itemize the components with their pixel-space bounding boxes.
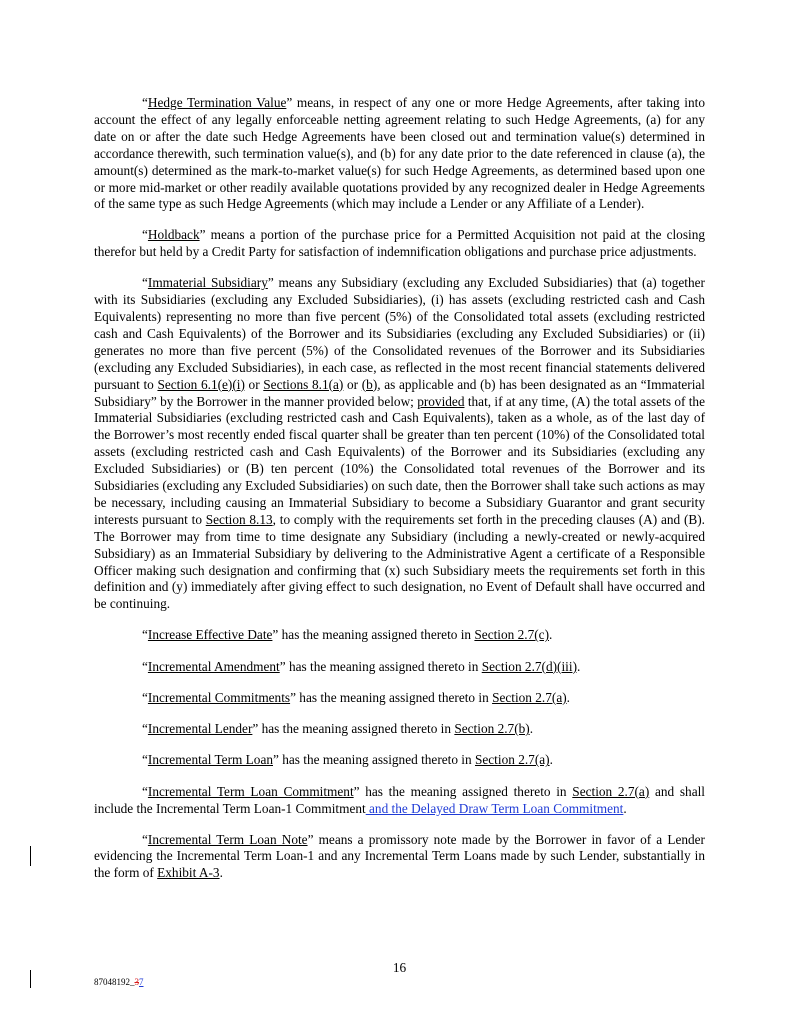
section-reference: Section 2.7(c) <box>474 627 549 643</box>
definition-incremental-lender: “Incremental Lender” has the meaning assigned thereto in Section 2.7(b). <box>142 721 534 737</box>
document-body <box>94 95 705 896</box>
defined-term: Incremental Term Loan <box>147 752 273 768</box>
section-reference: Section 2.7(a) <box>492 689 567 705</box>
definition-text: ” has the meaning assigned thereto in <box>290 689 493 705</box>
defined-term: Incremental Commitments <box>147 689 291 705</box>
definition-text: ” has the meaning assigned thereto in <box>272 627 475 643</box>
definition-text: that, if at any time, (A) the total assets of the Immaterial Subsidiaries (excluding restricted cash and Cash Equivalents), taken as a whole, as of the last day of the Borrower’s most recently ended fiscal quarter shall be greater than ten percent (10%) of the Consolidated total assets (excluding restricted cash and Cash Equivalents) of the Borrower and its Subsidiaries (excluding any Excluded Subsidiaries) or (B) ten percent (10%) the Consolidated total revenues of the Borrower and its Subsidiaries (excluding any Excluded Subsidiaries) on such date, then the Borrower shall take such actions as may be necessary, including causing an Immaterial Subsidiary to become a Subsidiary Guarantor and grant security interests pursuant to <box>94 393 705 527</box>
defined-term: Incremental Term Loan Note <box>147 831 308 847</box>
section-reference: Sections 8.1(a) <box>263 376 344 392</box>
section-reference: Section 2.7(a) <box>572 783 650 799</box>
definition-text: . <box>623 800 627 816</box>
document-id <box>94 977 144 987</box>
section-reference: Section 2.7(a) <box>474 752 550 768</box>
inserted-version: 7 <box>139 977 144 987</box>
definition-incremental-term-loan-note: “Incremental Term Loan Note” means a promissory note made by the Borrower in favor of a Lender evidencing the Incremental Term Loan-1 and any Incremental Term Loans made by such Lender, substantially in the form of Exhibit A-3. <box>94 831 705 881</box>
definition-text: ” means any Subsidiary (excluding any Excluded Subsidiaries) that (a) together with its Subsidiaries (excluding any Excluded Subsidiaries), (i) has assets (excluding restricted cash and Cash Equivalents) representing no more than five percent (5%) of the Consolidated total assets (excluding restricted cash and Cash Equivalents) of the Borrower and its Subsidiaries (excluding any Excluded Subsidiaries) or (ii) generates no more than five percent (5%) of the Consolidated revenues of the Borrower and its Subsidiaries (excluding any Excluded Subsidiaries), in each case, as reflected in the most recent financial statements delivered pursuant to <box>94 275 705 392</box>
section-reference: (b) <box>361 376 378 392</box>
definition-text: or <box>244 376 264 392</box>
definition-text: or <box>343 376 362 392</box>
definition-incremental-term-loan-commitment: “Incremental Term Loan Commitment” has the meaning assigned thereto in Section 2.7(a) and shall include the Incremental Term Loan-1 Commitment and the Delayed Draw Term Loan Commitment. <box>94 783 705 816</box>
definition-text: ” means a promissory note made by the Borrower in favor of a Lender evidencing the Incremental Term Loan-1 and any Incremental Term Loans made by such Lender, substantially in the form of <box>94 831 705 881</box>
definition-text: . <box>219 865 223 881</box>
doc-id-number: 87048192_ <box>94 977 135 987</box>
definition-text: and shall include the Incremental Term Loan-1 Commitment <box>94 783 705 816</box>
section-reference: Section 2.7(b) <box>454 721 530 737</box>
definition-incremental-commitments: “Incremental Commitments” has the meaning assigned thereto in Section 2.7(a). <box>142 689 570 705</box>
proviso: provided <box>417 393 465 409</box>
definition-text: , as applicable and (b) has been designated as an “Immaterial Subsidiary” by the Borrower in the manner provided below; <box>94 376 706 409</box>
inserted-text: and the Delayed Draw Term Loan Commitment <box>365 800 624 816</box>
deleted-version: 3 <box>134 977 139 987</box>
definition-hedge-termination-value: “Hedge Termination Value” means, in respect of any one or more Hedge Agreements, after taking into account the effect of any legally enforceable netting agreement relating to such Hedge Agreements, (a) for any date on or after the date such Hedge Agreements have been closed out and termination value(s) determined in accordance therewith, such termination value(s), and (b) for any date prior to the date referenced in clause (a), the amount(s) determined as the mark-to-market value(s) for such Hedge Agreements, as determined based upon one or more mid-market or other readily available quotations provided by any recognized dealer in Hedge Agreements of the same type as such Hedge Agreements (which may include a Lender or any Affiliate of a Lender). <box>94 95 705 212</box>
definition-increase-effective-date: “Increase Effective Date” has the meaning assigned thereto in Section 2.7(c). <box>142 627 553 643</box>
section-reference: Section 6.1(e)(i) <box>157 376 245 392</box>
defined-term: Increase Effective Date <box>147 627 273 643</box>
defined-term: Incremental Term Loan Commitment <box>147 783 354 799</box>
defined-term: Holdback <box>147 227 200 243</box>
definition-text: ” means a portion of the purchase price for a Permitted Acquisition not paid at the closing therefor but held by a Credit Party for satisfaction of indemnification obligations and purchase price adjustments. <box>94 227 705 260</box>
definition-text: ” has the meaning assigned thereto in <box>252 721 455 737</box>
section-reference: Section 2.7(d)(iii) <box>481 658 577 674</box>
defined-term: Incremental Amendment <box>147 658 280 674</box>
definition-text: . <box>529 721 534 737</box>
page-number: 16 <box>392 960 407 975</box>
section-reference: Section 8.13 <box>205 511 273 527</box>
exhibit-reference: Exhibit A-3 <box>157 865 220 881</box>
definition-holdback: “Holdback” means a portion of the purchase price for a Permitted Acquisition not paid at the closing therefor but held by a Credit Party for satisfaction of indemnification obligations and purchase price adjustments. <box>94 227 705 260</box>
definition-incremental-amendment: “Incremental Amendment” has the meaning assigned thereto in Section 2.7(d)(iii). <box>142 658 581 674</box>
change-bar <box>30 846 31 866</box>
definition-incremental-term-loan: “Incremental Term Loan” has the meaning assigned thereto in Section 2.7(a). <box>142 752 553 768</box>
definition-text: ” has the meaning assigned thereto in <box>273 752 475 768</box>
defined-term: Immaterial Subsidiary <box>147 275 268 291</box>
definition-text: . <box>549 627 553 643</box>
defined-term: Incremental Lender <box>147 721 253 737</box>
definition-text: ” means, in respect of any one or more Hedge Agreements, after taking into account the effect of any legally enforceable netting agreement relating to such Hedge Agreements, (a) for any date on or after the date such Hedge Agreements have been closed out and termination value(s) determined in accordance therewith, such termination value(s), and (b) for any date prior to the date referenced in clause (a), the amount(s) determined as the mark-to-market value(s) for such Hedge Agreements, as determined based upon one or more mid-market or other readily available quotations provided by any recognized dealer in Hedge Agreements of the same type as such Hedge Agreements (which may include a Lender or any Affiliate of a Lender). <box>94 95 705 212</box>
definition-text: . <box>566 689 570 705</box>
defined-term: Hedge Termination Value <box>147 95 287 110</box>
definition-text: , to comply with the requirements set forth in the preceding clauses (A) and (B). The Borrower may from time to time designate any Subsidiary (including a newly-created or newly-acquired Subsidiary) as an Immaterial Subsidiary by delivering to the Administrative Agent a certificate of a Responsible Officer making such designation and confirming that (x) such Subsidiary meets the requirements set forth in this definition and (y) immediately after giving effect to such designation, no Event of Default shall have occurred and be continuing. <box>94 511 705 612</box>
definition-text: . <box>577 658 581 674</box>
definition-immaterial-subsidiary: “Immaterial Subsidiary” means any Subsidiary (excluding any Excluded Subsidiaries) that (a) together with its Subsidiaries (excluding any Excluded Subsidiaries), (i) has assets (excluding restricted cash and Cash Equivalents) representing no more than five percent (5%) of the Consolidated total assets (excluding restricted cash and Cash Equivalents) of the Borrower and its Subsidiaries (excluding any Excluded Subsidiaries) or (ii) generates no more than five percent (5%) of the Consolidated revenues of the Borrower and its Subsidiaries (excluding any Excluded Subsidiaries), in each case, as reflected in the most recent financial statements delivered pursuant to Section 6.1(e)(i) or Sections 8.1(a) or (b), as applicable and (b) has been designated as an “Immaterial Subsidiary” by the Borrower in the manner provided below; provided that, if at any time, (A) the total assets of the Immaterial Subsidiaries (excluding restricted cash and Cash Equivalents), taken as a whole, as of the last day of the Borrower’s most recently ended fiscal quarter shall be greater than ten percent (10%) of the Consolidated total assets (excluding restricted cash and Cash Equivalents) of the Borrower and its Subsidiaries (excluding any Excluded Subsidiaries) or (B) ten percent (10%) the Consolidated total revenues of the Borrower and its Subsidiaries (excluding any Excluded Subsidiaries) on such date, then the Borrower shall take such actions as may be necessary, including causing an Immaterial Subsidiary to become a Subsidiary Guarantor and grant security interests pursuant to Section 8.13, to comply with the requirements set forth in the preceding clauses (A) and (B). The Borrower may from time to time designate any Subsidiary (including a newly-created or newly-acquired Subsidiary) as an Immaterial Subsidiary by delivering to the Administrative Agent a certificate of a Responsible Officer making such designation and confirming that (x) such Subsidiary meets the requirements set forth in this definition and (y) immediately after giving effect to such designation, no Event of Default shall have occurred and be continuing. <box>94 275 706 612</box>
definition-text: ” has the meaning assigned thereto in <box>353 783 573 799</box>
definition-text: . <box>549 752 553 768</box>
definition-text: ” has the meaning assigned thereto in <box>279 658 482 674</box>
